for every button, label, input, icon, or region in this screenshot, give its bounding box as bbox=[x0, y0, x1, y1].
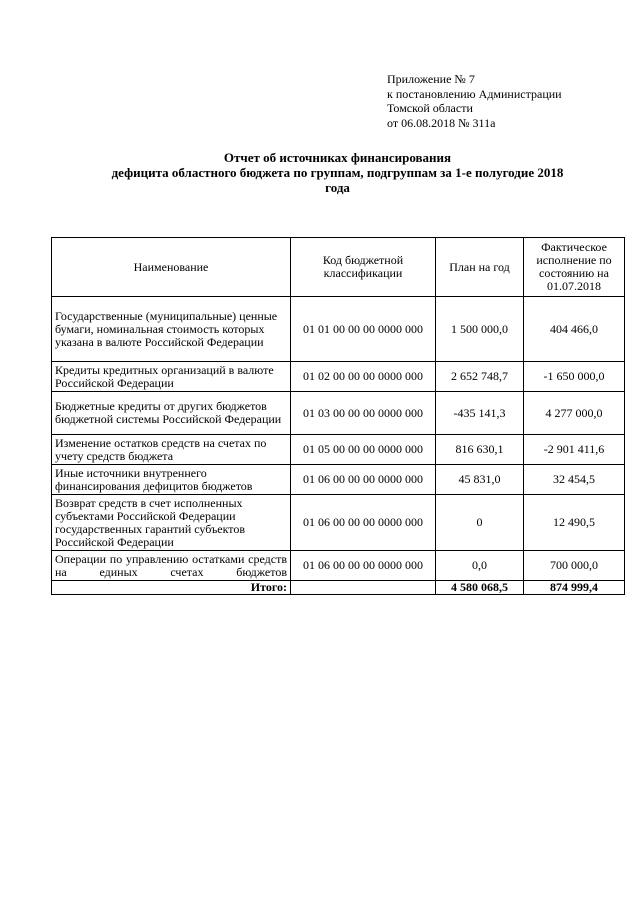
total-actual: 874 999,4 bbox=[524, 581, 625, 595]
row-actual: 700 000,0 bbox=[524, 551, 625, 581]
financing-table bbox=[51, 237, 625, 595]
table-header-row bbox=[52, 238, 625, 297]
header-plan: План на год bbox=[436, 238, 524, 297]
row-actual: -2 901 411,6 bbox=[524, 435, 625, 465]
table-row bbox=[52, 495, 625, 551]
header-code: Код бюджетной классификации bbox=[291, 238, 436, 297]
row-name: Государственные (муниципальные) ценные бумаги, номинальная стоимость которых указана в валюте Российской Федерации bbox=[52, 297, 291, 362]
total-label: Итого: bbox=[52, 581, 291, 595]
appendix-line: Приложение № 7 bbox=[387, 72, 475, 86]
row-plan: 45 831,0 bbox=[436, 465, 524, 495]
row-name: Возврат средств в счет исполненных субъектами Российской Федерации государственных гарантий субъектов Российской Федерации bbox=[52, 495, 291, 551]
row-plan: 816 630,1 bbox=[436, 435, 524, 465]
appendix-line: от 06.08.2018 № 311а bbox=[387, 115, 496, 130]
table-row bbox=[52, 362, 625, 392]
table-row bbox=[52, 297, 625, 362]
table-row bbox=[52, 465, 625, 495]
table-row bbox=[52, 551, 625, 581]
table-row bbox=[52, 435, 625, 465]
title-line: дефицита областного бюджета по группам, подгруппам за 1-е полугодие 2018 bbox=[111, 165, 564, 180]
row-actual: 12 490,5 bbox=[524, 495, 625, 551]
row-code: 01 01 00 00 00 0000 000 bbox=[291, 297, 436, 362]
row-plan: -435 141,3 bbox=[436, 392, 524, 435]
title-line: года bbox=[325, 180, 350, 195]
row-plan: 0 bbox=[436, 495, 524, 551]
row-code: 01 06 00 00 00 0000 000 bbox=[291, 551, 436, 581]
appendix-block bbox=[387, 72, 562, 130]
row-code: 01 02 00 00 00 0000 000 bbox=[291, 362, 436, 392]
row-code: 01 03 00 00 00 0000 000 bbox=[291, 392, 436, 435]
title-line: Отчет об источниках финансирования bbox=[223, 150, 452, 165]
total-plan: 4 580 068,5 bbox=[436, 581, 524, 595]
table-row bbox=[52, 392, 625, 435]
appendix-line: к постановлению Администрации bbox=[387, 86, 562, 101]
row-actual: 32 454,5 bbox=[524, 465, 625, 495]
total-code-empty bbox=[291, 581, 436, 595]
row-name: Бюджетные кредиты от других бюджетов бюджетной системы Российской Федерации bbox=[52, 392, 291, 435]
header-name: Наименование bbox=[52, 238, 291, 297]
row-plan: 2 652 748,7 bbox=[436, 362, 524, 392]
total-row bbox=[52, 581, 625, 595]
row-name: Операции по управлению остатками средств на единых счетах бюджетов bbox=[52, 551, 291, 581]
row-plan: 1 500 000,0 bbox=[436, 297, 524, 362]
appendix-line: Томской области bbox=[387, 101, 473, 115]
row-actual: 404 466,0 bbox=[524, 297, 625, 362]
row-code: 01 06 00 00 00 0000 000 bbox=[291, 465, 436, 495]
row-name: Иные источники внутреннего финансирования дефицитов бюджетов bbox=[52, 465, 291, 495]
header-actual: Фактическое исполнение по состоянию на 01.07.2018 bbox=[524, 238, 625, 297]
row-name: Изменение остатков средств на счетах по учету средств бюджета bbox=[52, 435, 291, 465]
row-code: 01 05 00 00 00 0000 000 bbox=[291, 435, 436, 465]
row-plan: 0,0 bbox=[436, 551, 524, 581]
document-title bbox=[60, 150, 615, 195]
row-code: 01 06 00 00 00 0000 000 bbox=[291, 495, 436, 551]
row-actual: 4 277 000,0 bbox=[524, 392, 625, 435]
row-name: Кредиты кредитных организаций в валюте Российской Федерации bbox=[52, 362, 291, 392]
row-actual: -1 650 000,0 bbox=[524, 362, 625, 392]
